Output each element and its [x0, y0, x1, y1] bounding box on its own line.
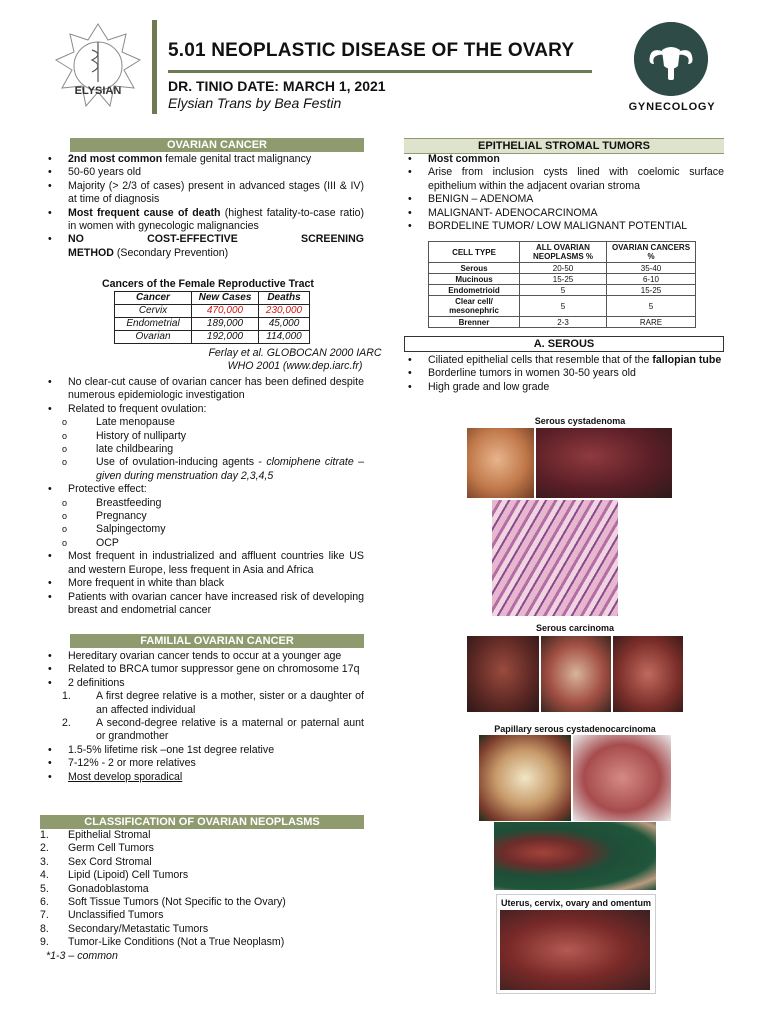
list-item: • Related to BRCA tumor suppressor gene on chromosome 17q: [40, 663, 364, 676]
table-cell: Brenner: [429, 317, 520, 328]
table-reference: [200, 347, 390, 373]
table-cell: 35-40: [607, 263, 696, 274]
list-item: 5. Gonadoblastoma: [40, 882, 149, 895]
section-heading-serous: A. SEROUS: [404, 336, 724, 352]
table-row: [429, 263, 696, 274]
sublist: [40, 497, 364, 551]
list-item: • 2 definitions 1. A first degree relative is a mother, sister or a daughter of an affected individual 2. A second-degree relative is a maternal or paternal aunt or grandmother: [40, 677, 364, 744]
uterus-icon: [634, 22, 708, 96]
table-cell: 15-25: [607, 285, 696, 296]
table-row: [429, 285, 696, 296]
table-cell: 230,000: [259, 305, 310, 318]
table-row: [115, 305, 310, 318]
causes-list: [40, 376, 364, 617]
elysian-logo: [52, 20, 144, 114]
table-row: [429, 296, 696, 317]
sublist-item: o late childbearing: [40, 443, 364, 456]
svg-text:ELYSIAN: ELYSIAN: [74, 85, 122, 97]
sublist-item: 1. A first degree relative is a mother, sister or a daughter of an affected individual: [62, 690, 364, 716]
sublist-item: o Breastfeeding: [40, 497, 364, 510]
list-item: • 7-12% - 2 or more relatives: [40, 757, 364, 770]
serous-cystadenoma-photo: [467, 428, 534, 498]
sublist-item: o History of nulliparty: [40, 430, 364, 443]
table-cell: 6-10: [607, 274, 696, 285]
list-item: 6. Soft Tissue Tumors (Not Specific to the Ovary): [40, 896, 286, 909]
table-cell: 470,000: [192, 305, 259, 318]
table-header-row: [429, 242, 696, 263]
serous-carcinoma-photo: [541, 636, 611, 712]
table-cell: Cervix: [115, 305, 192, 318]
serous-carcinoma-photo: [467, 636, 539, 712]
caption-uterus-cervix-ovary: Uterus, cervix, ovary and omentum: [500, 898, 652, 908]
table-cell: 5: [520, 285, 607, 296]
list-item: • Most frequent cause of death (highest fatality-to-case ratio) in women with gynecologic malignancies: [40, 207, 364, 234]
list-item: • MALIGNANT- ADENOCARCINOMA: [400, 207, 724, 220]
histology-photo: [492, 500, 618, 616]
column-header: Deaths: [259, 292, 310, 305]
caption-serous-cystadenoma: Serous cystadenoma: [534, 416, 626, 426]
serous-list: [400, 354, 724, 394]
table-cell: Endometrioid: [429, 285, 520, 296]
reference-line: Ferlay et al. GLOBOCAN 2000 IARC: [208, 347, 382, 359]
list-item: • Most develop sporadical: [40, 771, 364, 784]
list-item: • Most frequent in industrialized and affluent countries like US and western Europe, less frequent in Asia and Africa: [40, 550, 364, 577]
table-cell: RARE: [607, 317, 696, 328]
doctor-date-line: DR. TINIO DATE: MARCH 1, 2021: [168, 78, 386, 94]
column-header: OVARIAN CANCERS %: [607, 242, 696, 263]
section-heading-classification: CLASSIFICATION OF OVARIAN NEOPLASMS: [40, 815, 364, 829]
list-item: • Patients with ovarian cancer have increased risk of developing breast and endometrial cancer: [40, 591, 364, 618]
ovarian-cancer-list: [40, 153, 364, 260]
table-cell: 189,000: [192, 318, 259, 331]
classification-note: *1-3 – common: [46, 950, 118, 962]
table-cell: 20-50: [520, 263, 607, 274]
serous-carcinoma-photo: [613, 636, 683, 712]
serous-cystadenoma-photo: [536, 428, 672, 498]
papillary-cystadenocarcinoma-photo: [494, 822, 656, 890]
list-item: 2. Germ Cell Tumors: [40, 842, 154, 855]
title-accent-bar: [152, 20, 157, 114]
list-item: • Most common: [400, 153, 724, 166]
classification-list: [40, 829, 364, 950]
list-item: 9. Tumor-Like Conditions (Not a True Neoplasm): [40, 936, 285, 949]
sublist-item: o Use of ovulation-inducing agents - clomiphene citrate – given during menstruation day 2,3,4,5: [40, 456, 364, 483]
familial-list: [40, 650, 364, 784]
column-header: Cancer: [115, 292, 192, 305]
cancers-table: [114, 291, 310, 344]
papillary-cystadenocarcinoma-photo: [479, 735, 571, 821]
epithelial-list: [400, 153, 724, 233]
sublist-item: o Pregnancy: [40, 510, 364, 523]
table-cell: Clear cell/ mesonephric: [429, 296, 520, 317]
epithelial-cell-type-table: [428, 241, 696, 328]
sublist-item: o Salpingectomy: [40, 523, 364, 536]
list-item: • No clear-cut cause of ovarian cancer has been defined despite numerous epidemiologic investigation: [40, 376, 364, 403]
list-item: • High grade and low grade: [400, 381, 724, 394]
table-cell: Endometrial: [115, 318, 192, 331]
column-header: CELL TYPE: [429, 242, 520, 263]
sublist-item: o Late menopause: [40, 416, 364, 429]
list-item: • Arise from inclusion cysts lined with coelomic surface epithelium within the adjacent ovarian stroma: [400, 166, 724, 193]
papillary-cystadenocarcinoma-photo: [573, 735, 671, 821]
table-cell: 2-3: [520, 317, 607, 328]
list-item: • Related to frequent ovulation: o Late menopause o History of nulliparty o late childbearing o Use of ovulation-inducing agents - clomiphene citrate – given during menstruation day 2,3,4,5: [40, 403, 364, 483]
list-item: • Majority (> 2/3 of cases) present in advanced stages (III & IV) at time of diagnosis: [40, 180, 364, 207]
list-item: 4. Lipid (Lipoid) Cell Tumors: [40, 869, 189, 882]
list-item: • Borderline tumors in women 30-50 years old: [400, 367, 724, 380]
section-heading-epithelial: EPITHELIAL STROMAL TUMORS: [404, 138, 724, 154]
table-row: [429, 274, 696, 285]
column-header: ALL OVARIAN NEOPLASMS %: [520, 242, 607, 263]
caption-serous-carcinoma: Serous carcinoma: [535, 623, 615, 633]
table-cell: 45,000: [259, 318, 310, 331]
list-item: • Ciliated epithelial cells that resemble that of the fallopian tube: [400, 354, 724, 367]
table-row: [429, 317, 696, 328]
table-cell: 5: [520, 296, 607, 317]
cancers-table-title: Cancers of the Female Reproductive Tract: [102, 278, 314, 290]
table-cell: 5: [607, 296, 696, 317]
list-item: • 50-60 years old: [40, 166, 364, 179]
list-item: • 1.5-5% lifetime risk –one 1st degree relative: [40, 744, 364, 757]
table-row: [115, 318, 310, 331]
table-header-row: [115, 292, 310, 305]
list-item: • BENIGN – ADENOMA: [400, 193, 724, 206]
trans-credit: Elysian Trans by Bea Festin: [168, 95, 342, 111]
list-item: 8. Secondary/Metastatic Tumors: [40, 922, 209, 935]
reference-line: WHO 2001 (www.dep.iarc.fr): [227, 360, 363, 372]
section-heading-familial: FAMILIAL OVARIAN CANCER: [70, 634, 364, 648]
section-heading-ovarian-cancer: OVARIAN CANCER: [70, 138, 364, 152]
title-rule: [168, 70, 592, 73]
table-cell: Ovarian: [115, 331, 192, 344]
list-item: 3. Sex Cord Stromal: [40, 855, 152, 868]
list-item: • BORDELINE TUMOR/ LOW MALIGNANT POTENTIAL: [400, 220, 724, 233]
list-item: • 2nd most common female genital tract malignancy: [40, 153, 364, 166]
list-item: • Protective effect: o Breastfeeding o Pregnancy o Salpingectomy o OCP: [40, 483, 364, 550]
sublist-item: o OCP: [40, 537, 364, 550]
sublist-item: 2. A second-degree relative is a maternal or paternal aunt or grandmother: [62, 717, 364, 743]
list-item: 7. Unclassified Tumors: [40, 909, 164, 922]
table-row: [115, 331, 310, 344]
list-item: • More frequent in white than black: [40, 577, 364, 590]
column-header: New Cases: [192, 292, 259, 305]
list-item: 1. Epithelial Stromal: [40, 829, 151, 841]
table-cell: 114,000: [259, 331, 310, 344]
sublist: [40, 416, 364, 483]
table-cell: Serous: [429, 263, 520, 274]
table-cell: Mucinous: [429, 274, 520, 285]
definitions-list: [40, 690, 364, 744]
table-cell: 192,000: [192, 331, 259, 344]
list-item: • NO COST-EFFECTIVE SCREENING METHOD (Secondary Prevention): [40, 233, 364, 260]
list-item: • Hereditary ovarian cancer tends to occur at a younger age: [40, 650, 364, 663]
uterus-cervix-ovary-photo: [500, 910, 650, 990]
caption-papillary: Papillary serous cystadenocarcinoma: [494, 724, 656, 734]
table-cell: 15-25: [520, 274, 607, 285]
gynecology-badge-label: GYNECOLOGY: [628, 101, 716, 113]
page-title: 5.01 NEOPLASTIC DISEASE OF THE OVARY: [168, 40, 575, 61]
